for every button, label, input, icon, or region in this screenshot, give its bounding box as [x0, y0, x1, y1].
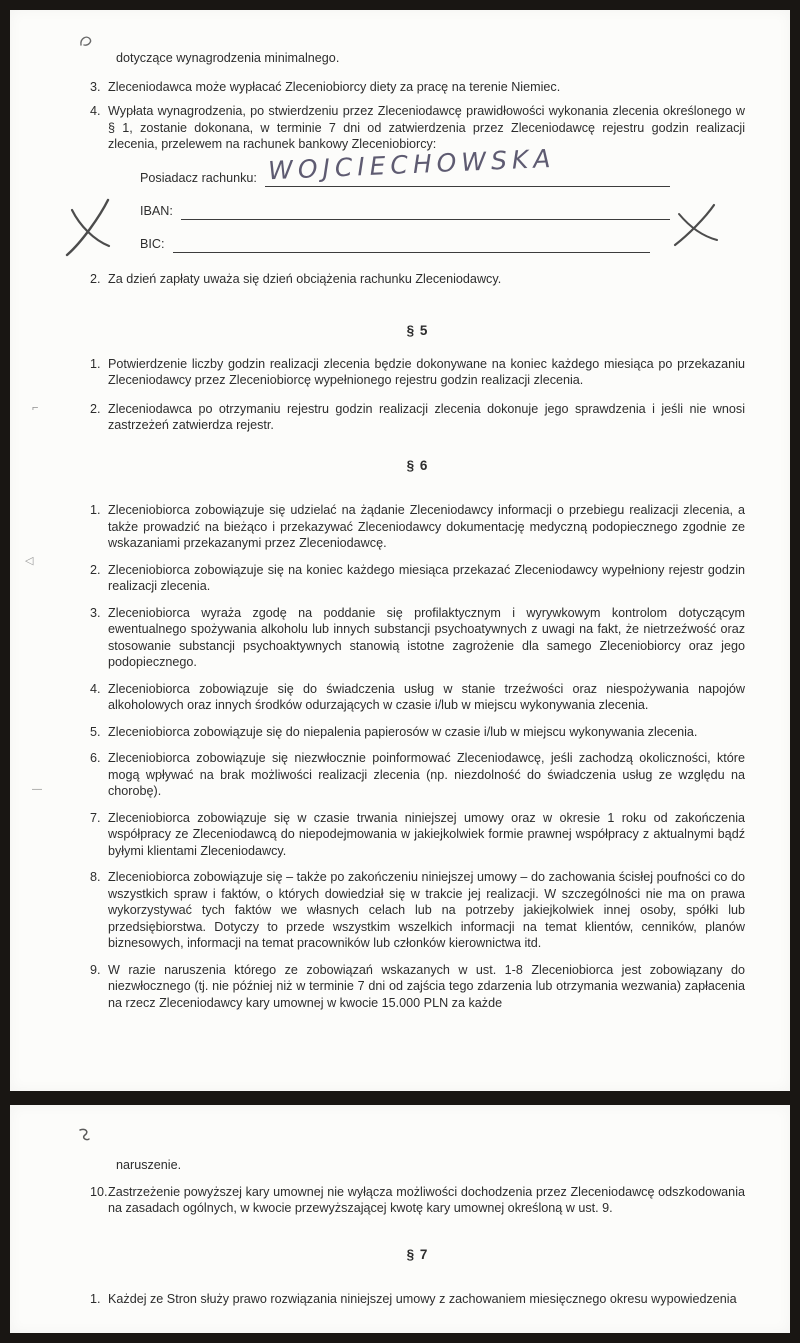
list-item-number: 1.	[90, 503, 101, 517]
section-heading-7: § 7	[406, 1246, 429, 1262]
list-item-text: Zleceniobiorca zobowiązuje się do niepalenia papierosów w czasie i/lub w miejscu wykonywania zlecenia.	[108, 724, 698, 739]
account-holder-label: Posiadacz rachunku:	[140, 171, 257, 185]
list-item-number: 5.	[90, 724, 101, 739]
list-item-text: Zleceniobiorca zobowiązuje się udzielać na żądanie Zleceniodawcy informacji o przebiegu realizacji zlecenia, a także prowadzić na bieżąco i przekazywać Zleceniodawcy dokumentację medyczną podopiecznego zgodnie ze wskazaniami przekazanymi przez Zleceniodawcę.	[108, 503, 745, 550]
paragraph-continuation: dotyczące wynagrodzenia minimalnego.	[116, 51, 340, 65]
list-item-text: Zleceniodawca może wypłacać Zleceniobiorcy diety za pracę na terenie Niemiec.	[108, 79, 561, 94]
page-2-content	[10, 1105, 790, 1308]
list-item-number: 4.	[90, 104, 101, 118]
list-item-number: 3.	[90, 605, 101, 620]
list-item	[90, 810, 745, 860]
list-item-number: 4.	[90, 681, 101, 696]
list-item-number: 2.	[90, 401, 101, 416]
list-item	[90, 103, 745, 153]
list-item-text: Zleceniobiorca zobowiązuje się niezwłocznie poinformować Zleceniodawcę, jeśli zachodzą okoliczności, które mogą wpływać na brak możliwości realizacji zlecenia (np. niezdolność do świadczenia usług ze względu na chorobę).	[108, 751, 745, 798]
list-item-text: Zleceniobiorca zobowiązuje się na koniec każdego miesiąca przekazać Zleceniodawcy wypełniony rejestr godzin realizacji zlecenia.	[108, 562, 745, 593]
bic-row	[140, 235, 745, 253]
iban-row	[140, 202, 745, 220]
pen-mark-icon	[76, 1127, 92, 1143]
section-heading-5: § 5	[406, 323, 429, 338]
scan-artifact: —	[32, 784, 42, 795]
list-item-number: 7.	[90, 810, 101, 825]
list-item	[90, 1291, 745, 1308]
list-item	[90, 79, 745, 96]
iban-line	[181, 205, 670, 220]
list-item-text: Zleceniobiorca zobowiązuje się w czasie trwania niniejszej umowy oraz w okresie 1 roku od zakończenia współpracy ze Zleceniodawcą do niepodejmowania w jakiejkolwiek formie prawnej współpracy z aktualnymi bądź byłymi klientami Zleceniodawcy.	[108, 810, 745, 858]
handwritten-initial-mark-right	[672, 202, 720, 248]
section-heading-6: § 6	[406, 457, 429, 473]
list-item	[90, 356, 745, 389]
list-item-number: 6.	[90, 751, 101, 765]
list-item	[90, 271, 745, 288]
list-item-number: 2.	[90, 271, 101, 286]
list-item	[90, 750, 745, 800]
iban-label: IBAN:	[140, 204, 173, 218]
list-item-number: 1.	[90, 1292, 101, 1306]
list-item	[90, 724, 745, 741]
bic-label: BIC:	[140, 237, 165, 251]
list-item	[90, 1184, 745, 1217]
paragraph-continuation: naruszenie.	[116, 1158, 182, 1172]
scanned-contract-page-2	[10, 1105, 790, 1333]
list-item-number: 1.	[90, 356, 101, 371]
list-item-text: Zleceniodawca po otrzymaniu rejestru godzin realizacji zlecenia dokonuje jego sprawdzenia i jeśli nie wnosi zastrzeżeń zatwierdza rejestr.	[108, 401, 745, 432]
list-item-text: W razie naruszenia którego ze zobowiązań wskazanych w ust. 1-8 Zleceniobiorca jest zobowiązany do niezwłocznego (tj. nie później niż w terminie 7 dni od zajścia tego zdarzenia lub otrzymania wezwania) zapłacenia na rzecz Zleceniodawcy kary umownej w kwocie 15.000 PLN za każde	[108, 962, 745, 1010]
pen-mark-icon	[78, 34, 94, 48]
list-item-text: Potwierdzenie liczby godzin realizacji zlecenia będzie dokonywane na koniec każdego miesiąca po przekazaniu Zleceniodawcy przez Zleceniobiorcę wypełnionego rejestru godzin realizacji zlecenia.	[108, 356, 745, 387]
handwritten-account-holder-name: WOJCIECHOWSKA	[267, 143, 556, 186]
list-item-number: 10.	[90, 1184, 108, 1199]
handwritten-initial-mark-left	[62, 196, 114, 258]
list-item-number: 8.	[90, 870, 101, 884]
list-item-text: Każdej ze Stron służy prawo rozwiązania niniejszej umowy z zachowaniem miesięcznego okresu wypowiedzenia	[108, 1292, 737, 1306]
scan-artifact: ⌐	[32, 402, 39, 414]
bank-details-form	[140, 169, 745, 253]
list-item	[90, 605, 745, 671]
list-item-text: Zleceniobiorca zobowiązuje się – także po zakończeniu niniejszej umowy – do zachowania ścisłej poufności co do wszystkich spraw i faktów, o których dowiedział się w trakcie jej realizacji. W szczególności nie ma on prawa wykorzystywać tych faktów we własnych celach lub na potrzeby jakiejkolwiek innej osoby, spółki lub przedsiębiorstwa. Dotyczy to przede wszystkim wszelkich informacji na temat klientów, cenników, planów biznesowych, informacji na temat pracowników lub członków kierownictwa itd.	[108, 870, 745, 950]
list-item	[90, 962, 745, 1012]
list-item-text: Za dzień zapłaty uważa się dzień obciążenia rachunku Zleceniodawcy.	[108, 271, 502, 286]
list-item-text: Zastrzeżenie powyższej kary umownej nie wyłącza możliwości dochodzenia przez Zleceniodawcę odszkodowania na zasadach ogólnych, w kwocie przewyższającej kwotę kary umownej określoną w ust. 9.	[108, 1184, 745, 1215]
bic-line	[173, 238, 651, 253]
list-item-text: Zleceniobiorca zobowiązuje się do świadczenia usług w stanie trzeźwości oraz niespożywania napojów alkoholowych oraz innych środków odurzających w czasie i/lub w miejscu wykonywania zlecenia.	[108, 681, 745, 712]
list-item	[90, 502, 745, 552]
list-item	[90, 681, 745, 714]
scan-artifact: ◁	[25, 555, 34, 567]
list-item-number: 3.	[90, 79, 101, 94]
list-item	[90, 869, 745, 952]
list-item	[90, 562, 745, 595]
scanned-contract-page-1	[10, 10, 790, 1091]
list-item-text: Zleceniobiorca wyraża zgodę na poddanie się profilaktycznym i wyrywkowym kontrolom dotyczącym ewentualnego spożywania alkoholu lub innych substancji psychoatywnych z uwagi na fakt, że nietrzeźwość oraz stosowanie substancji psychoaktywnych stanowią istotne zagrożenie dla samego Zleceniobiorcy oraz jego podopiecznego.	[108, 605, 745, 669]
list-item-number: 9.	[90, 962, 101, 977]
list-item	[90, 401, 745, 434]
list-item-text: Wypłata wynagrodzenia, po stwierdzeniu przez Zleceniodawcę prawidłowości wykonania zlecenia określonego w § 1, zostanie dokonana, w terminie 7 dni od zatwierdzenia przez Zleceniodawcę rejestru godzin realizacji zlecenia, przelewem na rachunek bankowy Zleceniobiorcy:	[108, 104, 745, 151]
list-item-number: 2.	[90, 562, 101, 577]
